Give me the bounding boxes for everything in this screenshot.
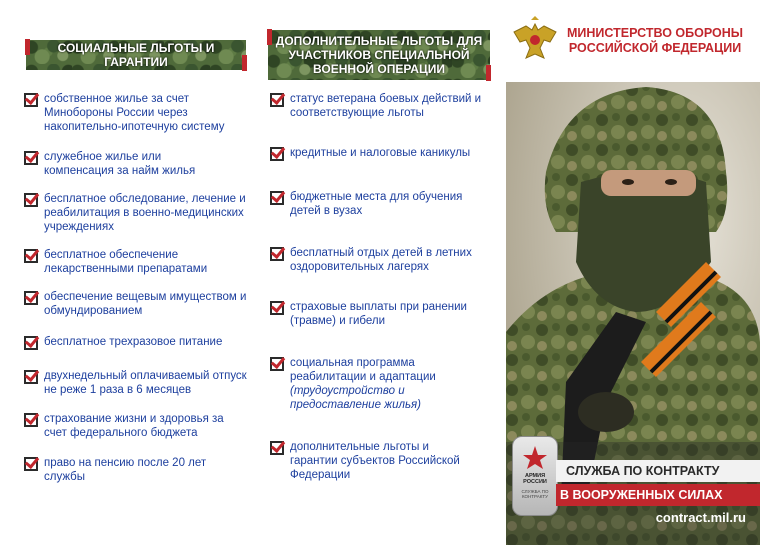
cover-panel bbox=[506, 0, 760, 545]
ministry-header bbox=[506, 0, 760, 82]
list-item: двухнедельный оплачиваемый отпуск не реже 1 раза в 6 месяцев bbox=[24, 369, 249, 397]
list-item: кредитные и налоговые каникулы bbox=[270, 146, 495, 161]
checkbox-checked-icon bbox=[24, 151, 38, 165]
list-item: бесплатное обследование, лечение и реабилитация в военно-медицинских учреждениях bbox=[24, 192, 254, 234]
list-item: право на пенсию после 20 лет службы bbox=[24, 456, 229, 484]
list-item: обеспечение вещевым имуществом и обмундированием bbox=[24, 290, 259, 318]
contract-banner-line1: СЛУЖБА ПО КОНТРАКТУ bbox=[556, 460, 760, 482]
list-item: собственное жилье за счет Минобороны России через накопительно-ипотечную систему bbox=[24, 92, 244, 134]
social-benefits-header: СОЦИАЛЬНЫЕ ЛЬГОТЫ И ГАРАНТИИ bbox=[26, 40, 246, 70]
checkbox-checked-icon bbox=[24, 413, 38, 427]
checkbox-checked-icon bbox=[24, 249, 38, 263]
ministry-title: МИНИСТЕРСТВО ОБОРОНЫ РОССИЙСКОЙ ФЕДЕРАЦИИ bbox=[567, 26, 743, 55]
list-item: бесплатный отдых детей в летних оздоровительных лагерях bbox=[270, 246, 490, 274]
checkbox-checked-icon bbox=[270, 357, 284, 371]
checkbox-checked-icon bbox=[24, 370, 38, 384]
checkbox-checked-icon bbox=[24, 336, 38, 350]
list-item: бесплатное трехразовое питание bbox=[24, 335, 259, 350]
list-item: служебное жилье или компенсация за найм жилья bbox=[24, 150, 219, 178]
list-item: дополнительные льготы и гарантии субъектов Российской Федерации bbox=[270, 440, 465, 482]
checkbox-checked-icon bbox=[270, 441, 284, 455]
list-item: страховые выплаты при ранении (травме) и гибели bbox=[270, 300, 490, 328]
list-item: бесплатное обеспечение лекарственными препаратами bbox=[24, 248, 229, 276]
checkbox-checked-icon bbox=[24, 193, 38, 207]
checkbox-checked-icon bbox=[24, 457, 38, 471]
checkbox-checked-icon bbox=[24, 93, 38, 107]
list-item: статус ветерана боевых действий и соответствующие льготы bbox=[270, 92, 485, 120]
svo-benefits-header: ДОПОЛНИТЕЛЬНЫЕ ЛЬГОТЫ ДЛЯ УЧАСТНИКОВ СПЕЦИАЛЬНОЙ ВОЕННОЙ ОПЕРАЦИИ bbox=[268, 30, 490, 80]
checkbox-checked-icon bbox=[270, 93, 284, 107]
checkbox-checked-icon bbox=[24, 291, 38, 305]
list-item: бюджетные места для обучения детей в вузах bbox=[270, 190, 480, 218]
checkbox-checked-icon bbox=[270, 301, 284, 315]
double-headed-eagle-icon bbox=[510, 16, 560, 66]
checkbox-checked-icon bbox=[270, 191, 284, 205]
contract-banner-line2: В ВООРУЖЕННЫХ СИЛАХ bbox=[556, 484, 760, 506]
checkbox-checked-icon bbox=[270, 247, 284, 261]
army-dog-tag: АРМИЯ РОССИИ СЛУЖБА ПО КОНТРАКТУ bbox=[512, 436, 558, 516]
contract-service-block bbox=[506, 430, 760, 545]
red-star-icon bbox=[522, 445, 548, 471]
list-item: страхование жизни и здоровья за счет федерального бюджета bbox=[24, 412, 229, 440]
list-item: социальная программа реабилитации и адаптации (трудоустройство и предоставление жилья) bbox=[270, 356, 465, 412]
website-link[interactable]: contract.mil.ru bbox=[655, 510, 746, 525]
checkbox-checked-icon bbox=[270, 147, 284, 161]
